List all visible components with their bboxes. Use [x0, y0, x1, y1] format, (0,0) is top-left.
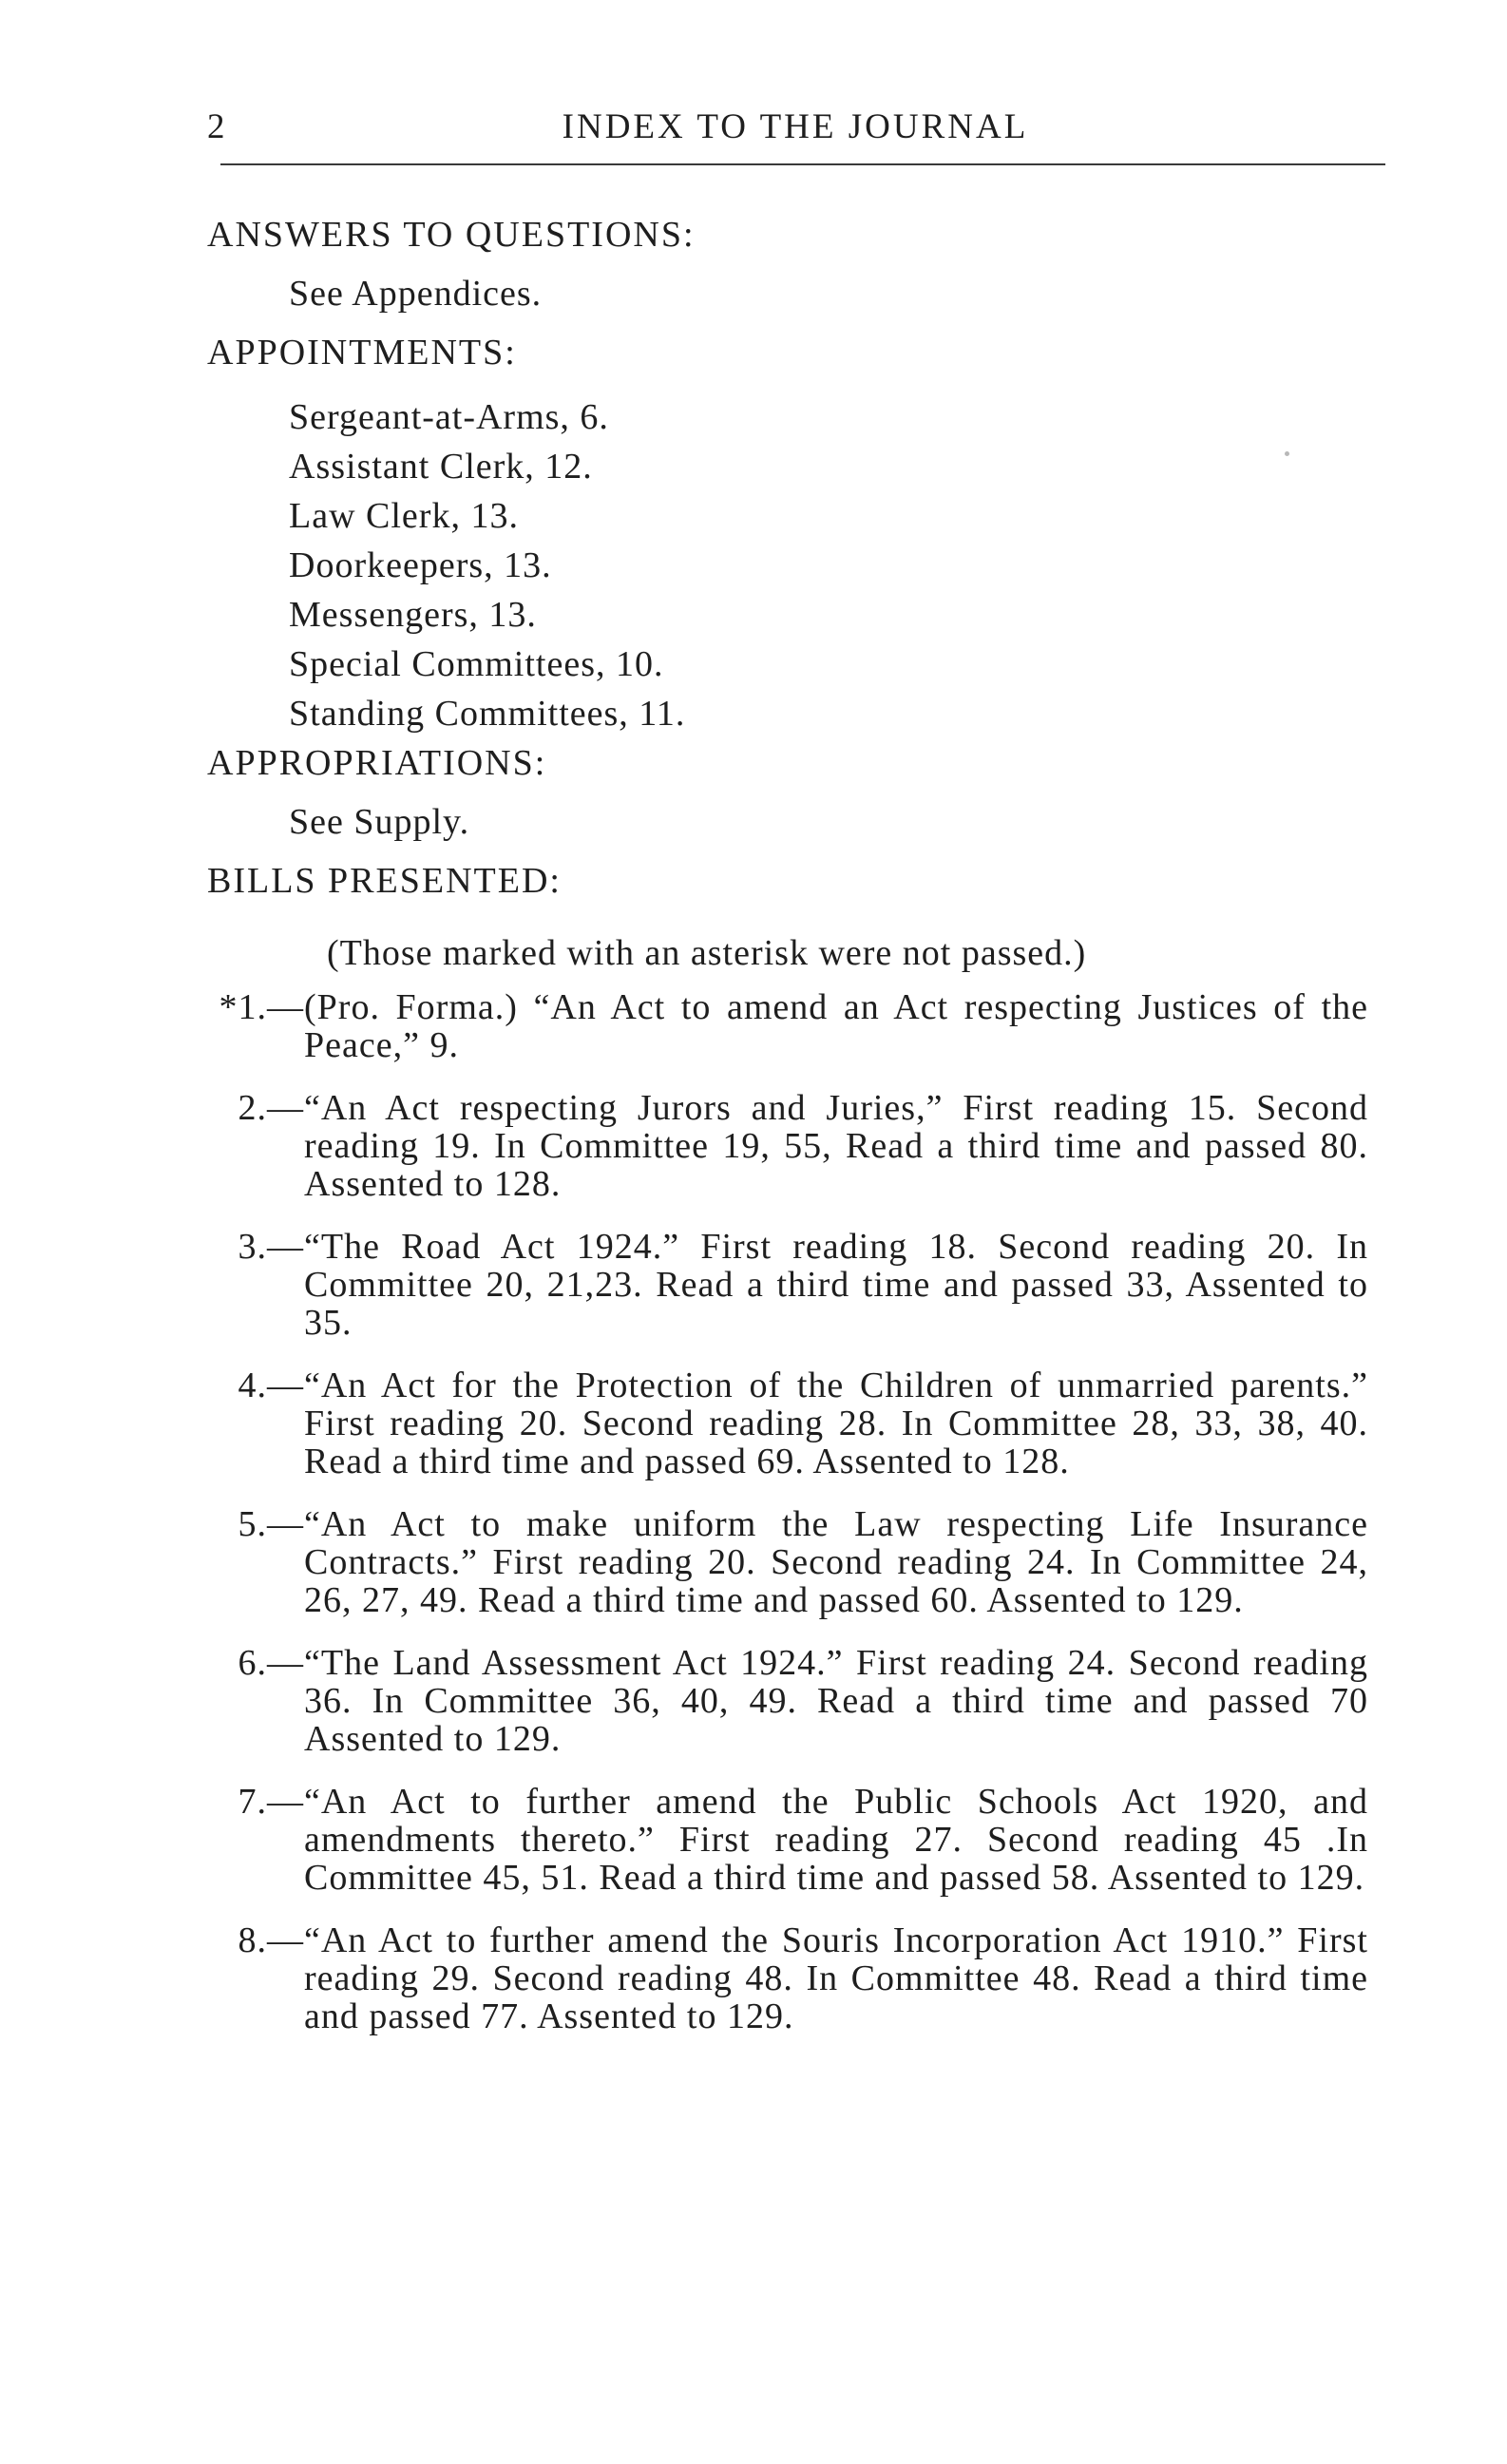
index-entry: Sergeant-at-Arms, 6. [289, 397, 609, 437]
bill-number: 8.— [238, 1920, 304, 1960]
index-content [207, 211, 1385, 2056]
index-entry: Special Committees, 10. [289, 644, 664, 684]
bill-number: 3.— [238, 1227, 304, 1267]
section-heading-appropriations: APPROPRIATIONS: [207, 743, 547, 783]
index-entry: Messengers, 13. [289, 595, 537, 635]
bill-text: (Pro. Forma.) “An Act to amend an Act respecting Justices of the Peace,” 9. [304, 987, 1368, 1065]
header-rule [220, 163, 1385, 165]
bill-text: “The Road Act 1924.” First reading 18. Second reading 20. In Committee 20, 21,23. Read a third time and passed 33, Assented to 35. [304, 1227, 1368, 1343]
section-heading-appointments: APPOINTMENTS: [207, 333, 517, 372]
bill-entry [207, 1779, 1385, 1897]
asterisk-note: (Those marked with an asterisk were not passed.) [327, 933, 1087, 973]
bill-number: 6.— [238, 1643, 304, 1683]
bill-text: “An Act for the Protection of the Children of unmarried parents.” First reading 20. Second reading 28. In Committee 28, 33, 38, 40. Read a third time and passed 69. Assented to 128. [304, 1366, 1368, 1481]
bill-number: 5.— [238, 1504, 304, 1544]
bill-entry [207, 1640, 1385, 1758]
bill-number: *1.— [219, 987, 304, 1027]
bill-text: “The Land Assessment Act 1924.” First reading 24. Second reading 36. In Committee 36, 40, 49. Read a third time and passed 70 Assented to 129. [304, 1643, 1368, 1759]
section-heading-bills: BILLS PRESENTED: [207, 861, 562, 901]
bill-entry [207, 984, 1385, 1064]
index-entry: Law Clerk, 13. [289, 496, 519, 536]
page-header [207, 106, 1383, 163]
index-entry: Doorkeepers, 13. [289, 545, 552, 585]
index-entry: Standing Committees, 11. [289, 694, 686, 734]
bill-entry [207, 1224, 1385, 1342]
bill-number: 7.— [238, 1782, 304, 1822]
bill-entry [207, 1918, 1385, 2035]
index-entry: Assistant Clerk, 12. [289, 447, 593, 487]
bill-entry [207, 1363, 1385, 1480]
bill-text: “An Act to further amend the Souris Incorporation Act 1910.” First reading 29. Second reading 48. In Committee 48. Read a third time and passed 77. Assented to 129. [304, 1920, 1368, 2036]
running-title: INDEX TO THE JOURNAL [562, 107, 1029, 146]
bill-text: “An Act respecting Jurors and Juries,” First reading 15. Second reading 19. In Committee 19, 55, Read a third time and passed 80. Assented to 128. [304, 1088, 1368, 1204]
bill-number: 4.— [238, 1366, 304, 1405]
bill-text: “An Act to make uniform the Law respecting Life Insurance Contracts.” First reading 20. Second reading 24. In Committee 24, 26, 27, 49. Read a third time and passed 60. Assented to 129. [304, 1504, 1368, 1620]
bill-text: “An Act to further amend the Public Schools Act 1920, and amendments thereto.” First reading 27. Second reading 45 .In Committee 45, 51. Read a third time and passed 58. Assented to 129. [304, 1782, 1368, 1898]
paper-speck [1285, 451, 1289, 456]
bill-number: 2.— [238, 1088, 304, 1128]
bill-entry [207, 1501, 1385, 1619]
index-entry: See Appendices. [289, 274, 543, 314]
index-entry: See Supply. [289, 802, 470, 842]
section-heading-answers: ANSWERS TO QUESTIONS: [207, 215, 696, 255]
page-number: 2 [207, 107, 227, 146]
bill-entry [207, 1085, 1385, 1203]
